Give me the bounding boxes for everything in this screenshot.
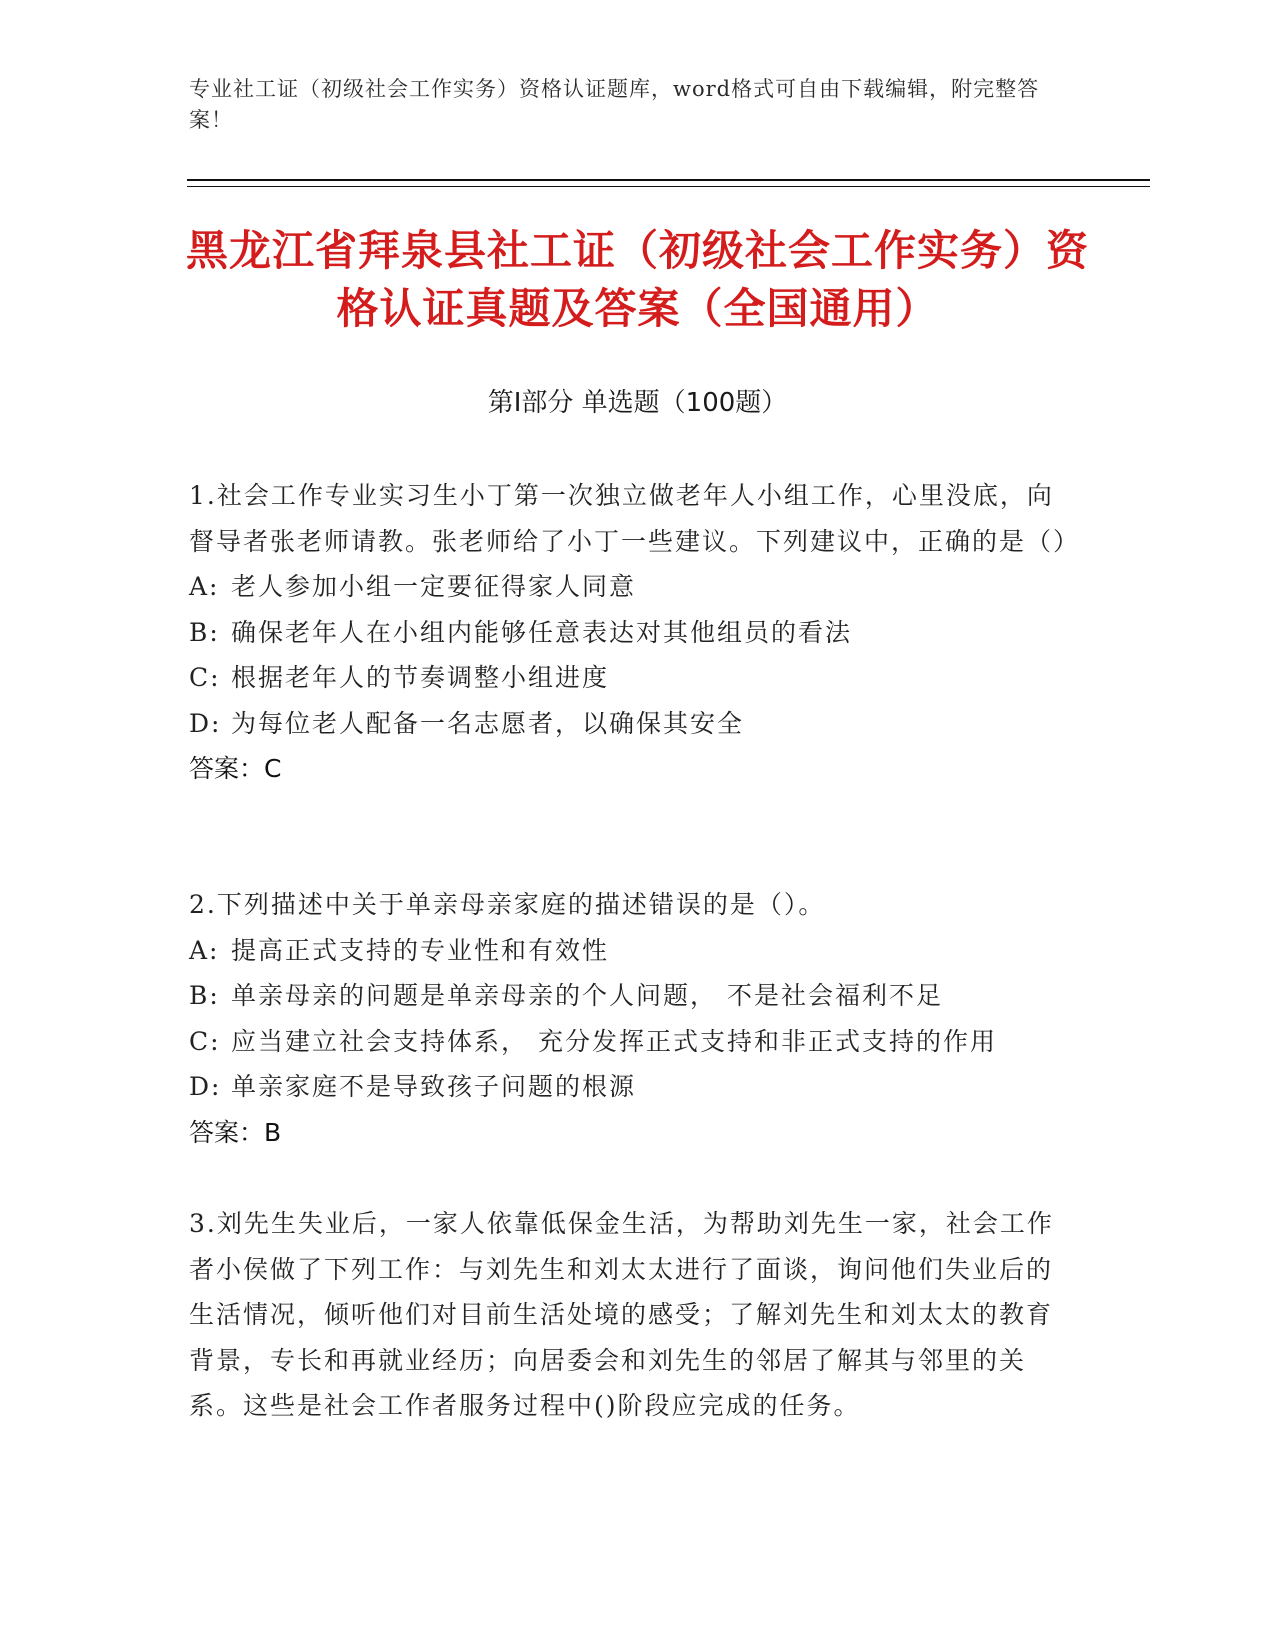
option-c bbox=[189, 1019, 1069, 1065]
option-letter: D: bbox=[189, 1072, 222, 1101]
option-letter: B: bbox=[189, 617, 220, 647]
option-text: 老人参加小组一定要征得家人同意 bbox=[231, 572, 637, 601]
question-stem: 2.下列描述中关于单亲母亲家庭的描述错误的是（）。 bbox=[189, 890, 826, 919]
option-letter: A: bbox=[189, 572, 220, 601]
option-letter: C: bbox=[189, 1026, 221, 1056]
option-d bbox=[189, 701, 1069, 747]
option-text: 提高正式支持的专业性和有效性 bbox=[231, 935, 610, 965]
option-letter: A: bbox=[189, 935, 220, 965]
option-text: 为每位老人配备一名志愿者，以确保其安全 bbox=[231, 708, 745, 738]
option-text: 确保老年人在小组内能够任意表达对其他组员的看法 bbox=[231, 617, 853, 647]
header-note: 专业社工证（初级社会工作实务）资格认证题库，word格式可自由下载编辑，附完整答案！ bbox=[189, 77, 1040, 132]
question-3 bbox=[189, 1201, 1069, 1429]
option-b bbox=[189, 973, 1069, 1019]
header-divider-thick bbox=[187, 179, 1150, 181]
document-title: 黑龙江省拜泉县社工证（初级社会工作实务）资格认证真题及答案（全国通用） bbox=[185, 226, 1089, 333]
question-stem: 3.刘先生失业后，一家人依靠低保金生活，为帮助刘先生一家，社会工作者小侯做了下列工作：与刘先生和刘太太进行了面谈，询问他们失业后的生活情况，倾听他们对目前生活处境的感受；了解刘先生和刘太太的教育背景，专长和再就业经历；向居委会和刘先生的邻居了解其与邻里的关系。这些是社会工作者服务过程中()阶段应完成的任务。 bbox=[189, 1209, 1054, 1420]
question-2 bbox=[189, 882, 1069, 1155]
option-text: 应当建立社会支持体系， 充分发挥正式支持和非正式支持的作用 bbox=[231, 1026, 997, 1056]
option-b bbox=[189, 610, 1069, 656]
option-text: 单亲母亲的问题是单亲母亲的个人问题， 不是社会福利不足 bbox=[231, 981, 943, 1010]
option-text: 单亲家庭不是导致孩子问题的根源 bbox=[231, 1072, 637, 1101]
header-divider-thin bbox=[187, 186, 1150, 187]
question-1 bbox=[189, 473, 1081, 792]
answer-line: 答案：C bbox=[189, 754, 282, 783]
option-letter: C: bbox=[189, 663, 221, 692]
section-title: 第Ⅰ部分 单选题（100题） bbox=[487, 388, 788, 418]
option-a bbox=[189, 564, 1069, 610]
option-d bbox=[189, 1064, 1069, 1110]
option-a bbox=[189, 928, 1069, 974]
option-c bbox=[189, 655, 1069, 701]
option-text: 根据老年人的节奏调整小组进度 bbox=[231, 663, 610, 692]
option-letter: D: bbox=[189, 708, 222, 738]
answer-line: 答案：B bbox=[189, 1117, 282, 1147]
option-letter: B: bbox=[189, 981, 220, 1010]
question-stem: 1.社会工作专业实习生小丁第一次独立做老年人小组工作，心里没底，向督导者张老师请教。张老师给了小丁一些建议。下列建议中，正确的是（） bbox=[189, 481, 1081, 556]
